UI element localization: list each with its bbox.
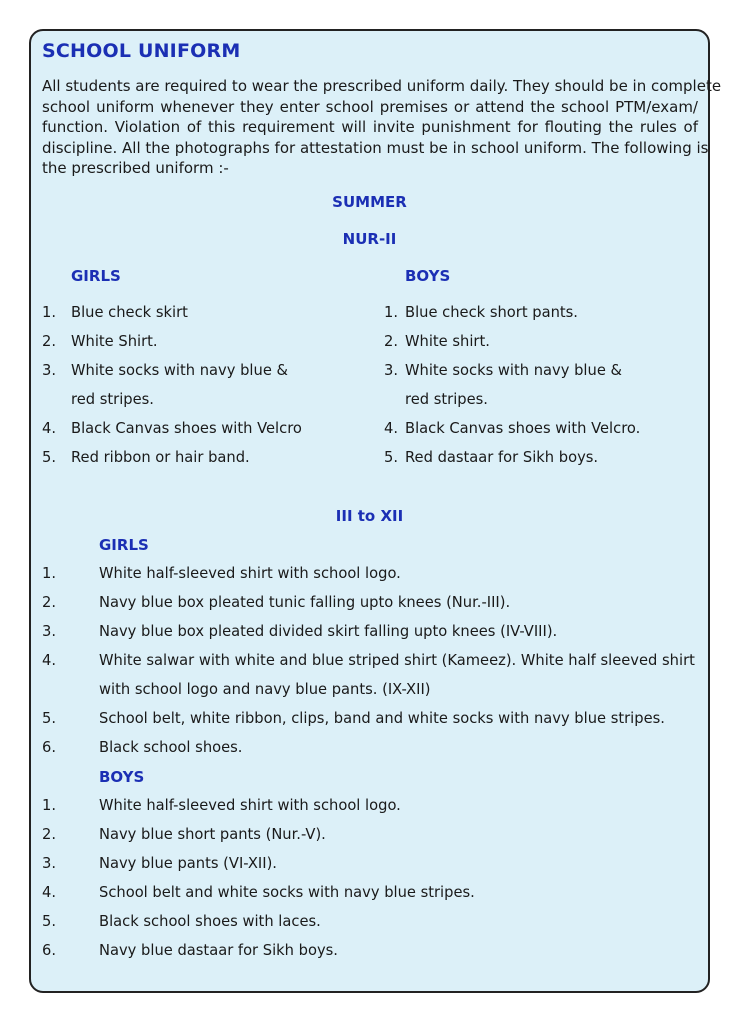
list-item: Navy blue pants (VI-XII). <box>99 855 277 872</box>
intro-paragraph <box>42 76 722 179</box>
list-number: 3. <box>42 623 57 640</box>
list-number: 5. <box>384 449 399 466</box>
list-number: 1. <box>42 304 57 321</box>
list-item-continued: with school logo and navy blue pants. (IX-XII) <box>99 681 431 698</box>
senior-girls-heading: GIRLS <box>99 536 149 554</box>
intro-line: school uniform whenever they enter school premises or attend the school PTM/exam/ <box>42 97 698 116</box>
list-number: 2. <box>384 333 399 350</box>
list-item-continued: red stripes. <box>405 391 488 408</box>
nur-boys-heading: BOYS <box>405 267 451 285</box>
list-number: 2. <box>42 826 57 843</box>
list-item: Navy blue box pleated divided skirt falling upto knees (IV-VIII). <box>99 623 558 640</box>
list-number: 5. <box>42 913 57 930</box>
intro-line: function. Violation of this requirement will invite punishment for flouting the rules of <box>42 118 698 136</box>
nur-girls-heading: GIRLS <box>71 267 121 285</box>
list-item: Black school shoes with laces. <box>99 913 321 930</box>
list-number: 5. <box>42 710 57 727</box>
intro-line: the prescribed uniform :- <box>42 159 229 177</box>
intro-line: All students are required to wear the prescribed uniform daily. They should be in complete <box>42 77 722 95</box>
list-item-continued: red stripes. <box>71 391 154 408</box>
list-item: White socks with navy blue & <box>71 362 288 379</box>
senior-heading: III to XII <box>335 507 404 525</box>
list-item: White shirt. <box>405 333 490 350</box>
list-number: 2. <box>42 594 57 611</box>
senior-boys-heading: BOYS <box>99 768 145 786</box>
list-number: 3. <box>42 855 57 872</box>
list-item: Black school shoes. <box>99 739 243 756</box>
list-item: Black Canvas shoes with Velcro <box>71 420 302 437</box>
list-number: 4. <box>384 420 399 437</box>
list-number: 4. <box>42 652 57 669</box>
season-heading: SUMMER <box>332 193 407 211</box>
nur-heading: NUR-II <box>342 230 397 248</box>
list-item: School belt and white socks with navy blue stripes. <box>99 884 475 901</box>
intro-line: discipline. All the photographs for attestation must be in school uniform. The following is <box>42 138 709 157</box>
list-item: Black Canvas shoes with Velcro. <box>405 420 641 437</box>
list-item: White Shirt. <box>71 333 158 350</box>
list-item: Blue check short pants. <box>405 304 578 321</box>
list-item: White half-sleeved shirt with school logo. <box>99 565 401 582</box>
list-item: White half-sleeved shirt with school logo. <box>99 797 401 814</box>
list-item: Navy blue box pleated tunic falling upto knees (Nur.-III). <box>99 594 511 611</box>
list-item: Blue check skirt <box>71 304 188 321</box>
list-item: Red dastaar for Sikh boys. <box>405 449 599 466</box>
list-number: 1. <box>384 304 399 321</box>
list-item: Navy blue dastaar for Sikh boys. <box>99 942 338 959</box>
list-item: School belt, white ribbon, clips, band and white socks with navy blue stripes. <box>99 710 665 727</box>
list-item: White socks with navy blue & <box>405 362 622 379</box>
list-number: 2. <box>42 333 57 350</box>
list-number: 3. <box>42 362 57 379</box>
list-item: White salwar with white and blue striped shirt (Kameez). White half sleeved shirt <box>99 652 695 669</box>
list-number: 1. <box>42 565 57 582</box>
list-number: 6. <box>42 942 57 959</box>
list-number: 4. <box>42 884 57 901</box>
list-number: 1. <box>42 797 57 814</box>
list-number: 4. <box>42 420 57 437</box>
page-title: SCHOOL UNIFORM <box>42 40 241 62</box>
list-number: 3. <box>384 362 399 379</box>
list-item: Navy blue short pants (Nur.-V). <box>99 826 326 843</box>
list-number: 6. <box>42 739 57 756</box>
list-number: 5. <box>42 449 57 466</box>
list-item: Red ribbon or hair band. <box>71 449 250 466</box>
